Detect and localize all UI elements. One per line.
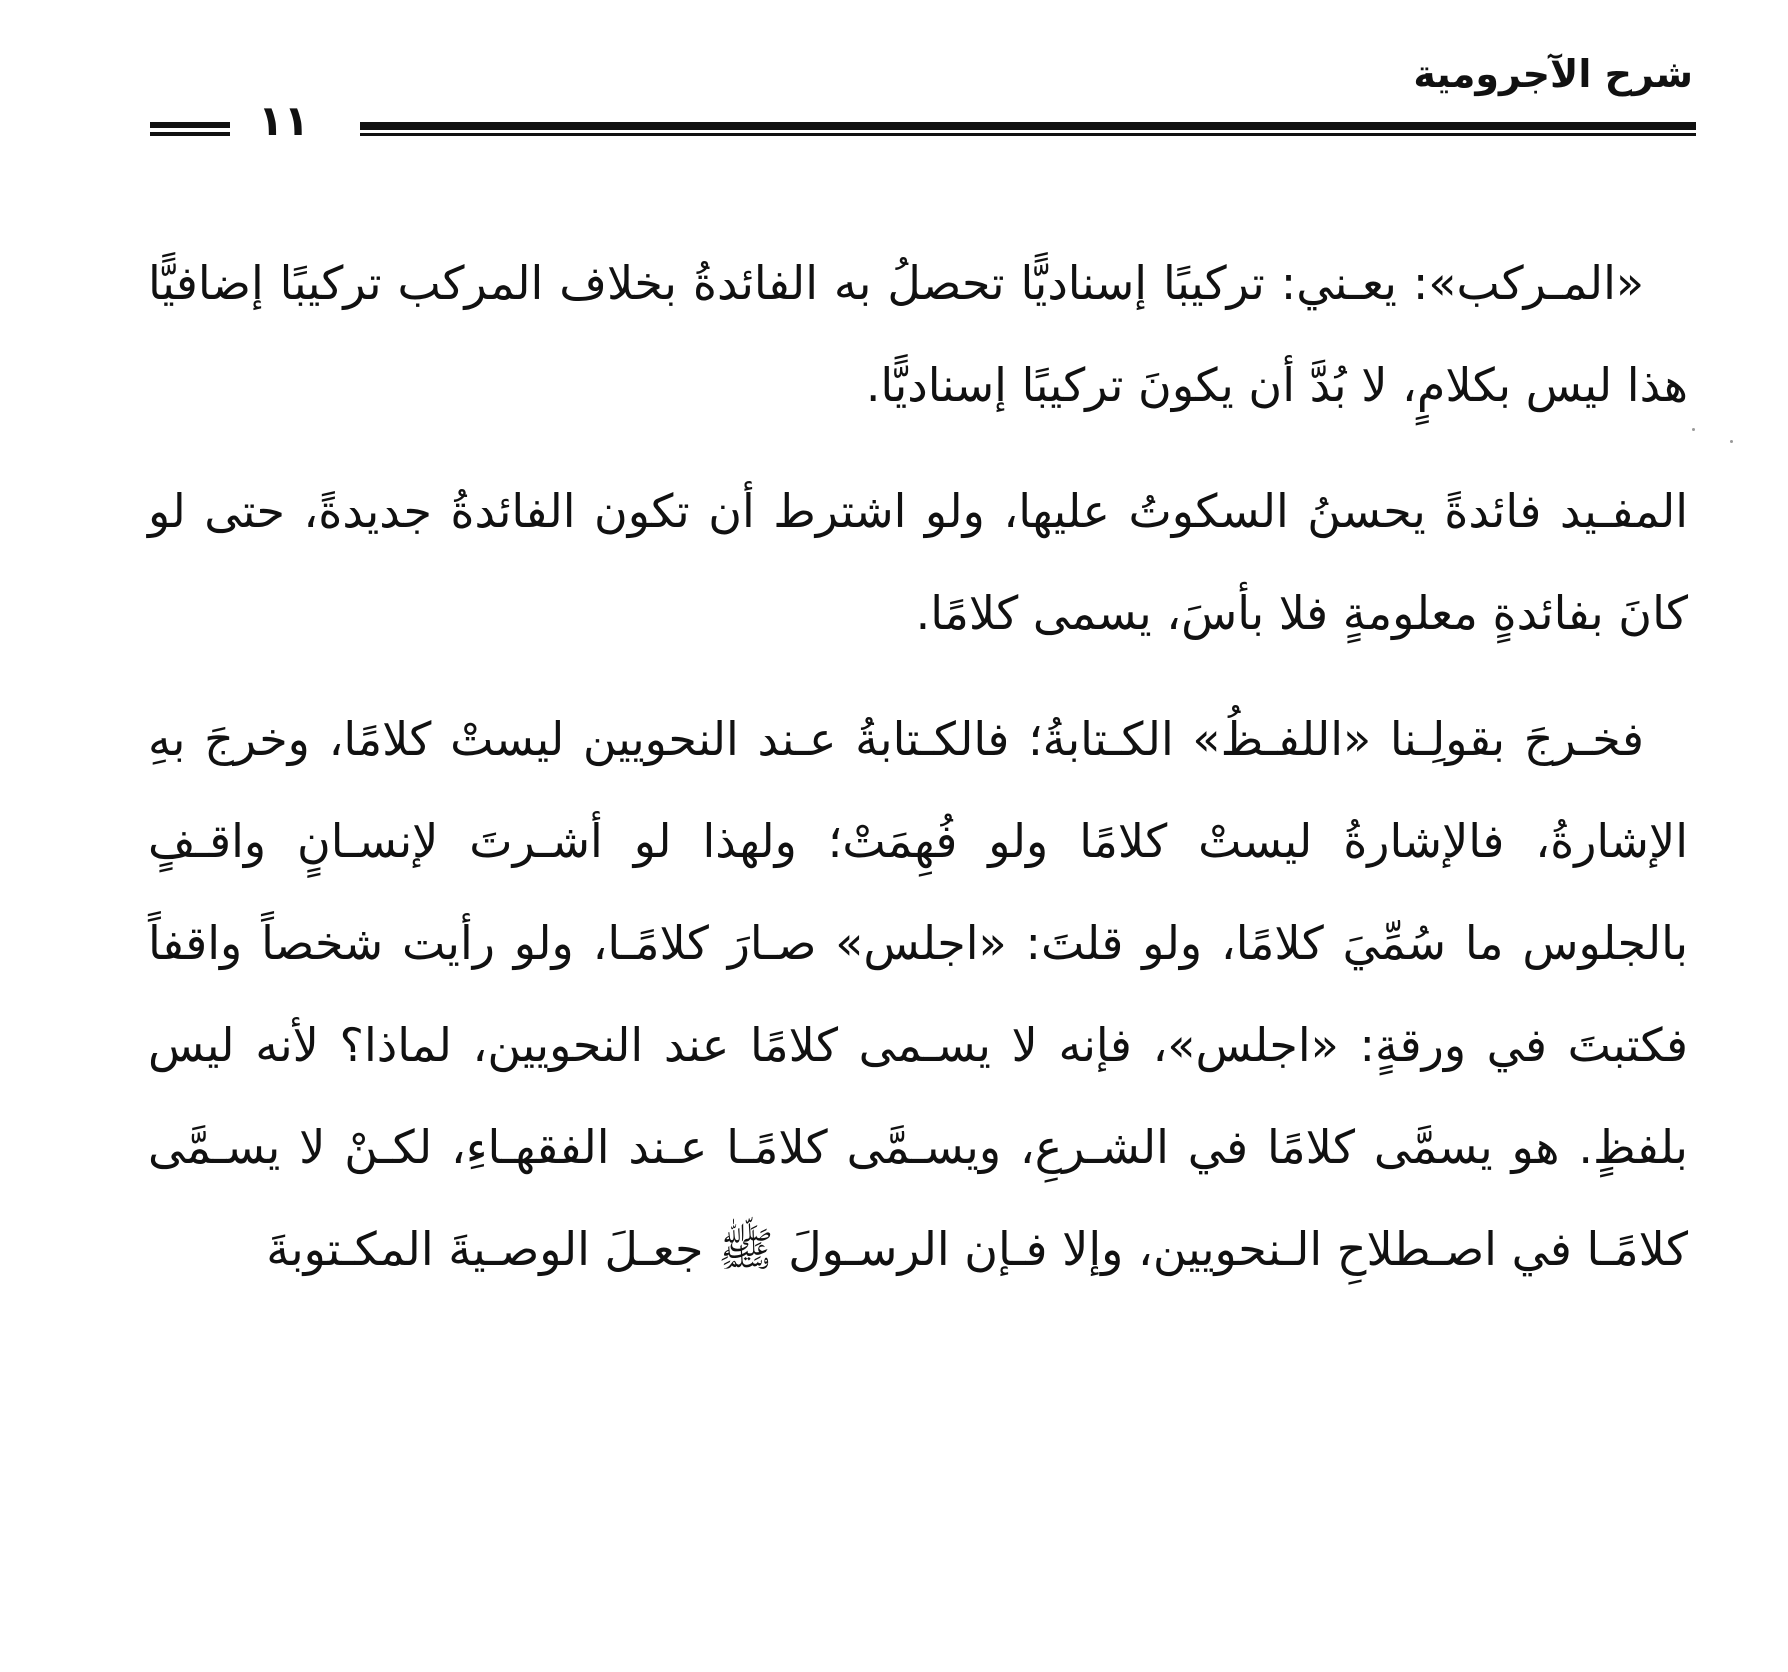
scan-speck xyxy=(1730,440,1733,443)
header-rule-long xyxy=(360,122,1696,136)
scan-speck xyxy=(1692,428,1695,431)
body-text xyxy=(148,232,1688,1324)
paragraph-1: «المـركب»: يعـني: تركيبًا إسناديًّا تحصلُ به الفائدةُ بخلاف المركب تركيبًا إضافيًّا هذا ليس بكلامٍ، لا بُدَّ أن يكونَ تركيبًا إسناديًّا. xyxy=(148,256,1688,412)
paragraph-2: المفـيد فائدةً يحسنُ السكوتُ عليها، ولو اشترط أن تكون الفائدةُ جديدةً، حتى لو كانَ بفائدةٍ معلومةٍ فلا بأسَ، يسمى كلامًا. xyxy=(148,484,1688,640)
header-rule-short xyxy=(150,122,230,136)
page-number: ١١ xyxy=(258,96,310,145)
paragraph-3: فخـرجَ بقولِـنا «اللفـظُ» الكـتابةُ؛ فالكـتابةُ عـند النحويين ليستْ كلامًا، وخرجَ بهِ الإشارةُ، فالإشارةُ ليستْ كلامًا ولو فُهِمَتْ؛ ولهذا لو أشـرتَ لإنسـانٍ واقـفٍ بالجلوس ما سُمِّيَ كلامًا، ولو قلتَ: «اجلس» صـارَ كلامًـا، ولو رأيت شخصاً واقفاً فكتبتَ في ورقةٍ: «اجلس»، فإنه لا يسـمى كلامًا عند النحويين، لماذا؟ لأنه ليس بلفظٍ. هو يسمَّى كلامًا في الشـرعِ، ويسـمَّى كلامًـا عـند الفقهـاءِ، لكـنْ لا يسـمَّى كلامًـا في اصـطلاحِ الـنحويين، وإلا فـإن الرسـولَ ﷺ جعـلَ الوصـيةَ المكـتوبةَ xyxy=(148,712,1688,1276)
running-title: شرح الآجرومية xyxy=(1413,52,1693,96)
